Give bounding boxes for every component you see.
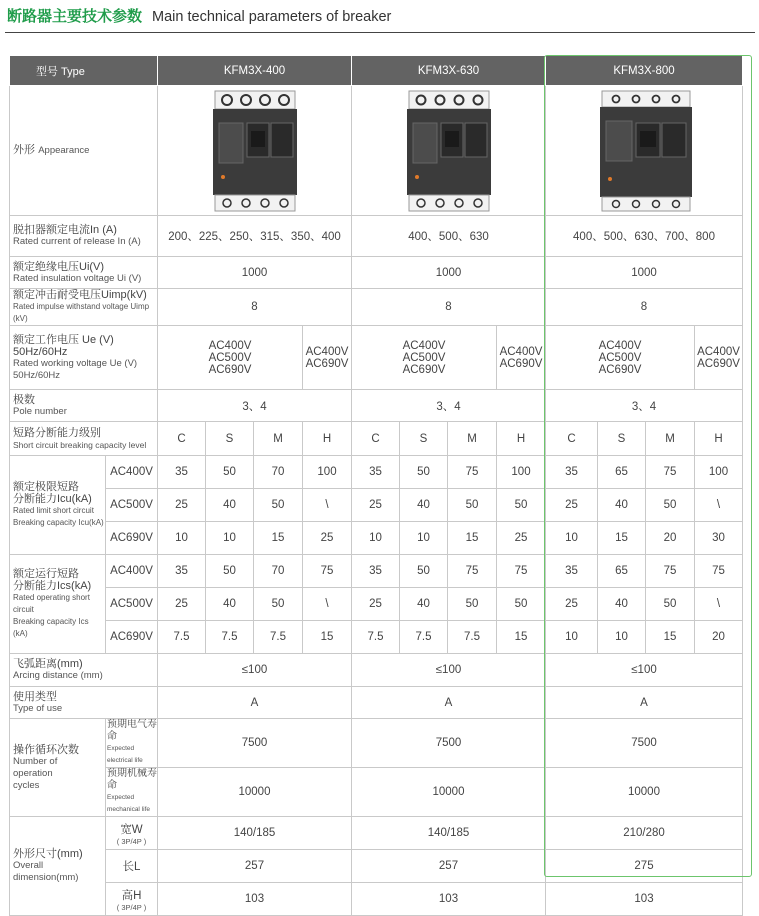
length-label: 长L xyxy=(106,850,158,883)
ics-cell: 7.5 xyxy=(352,621,400,654)
page-title xyxy=(7,5,391,29)
use-type-800: A xyxy=(546,687,743,719)
rated-current-630: 400、500、630 xyxy=(352,216,546,257)
ics-voltage: AC400V xyxy=(106,555,158,588)
icu-cell: 50 xyxy=(497,489,546,522)
ics-cell: 35 xyxy=(546,555,598,588)
breaker-image-400 xyxy=(158,86,352,216)
icu-cell: 100 xyxy=(695,456,743,489)
icu-cell: 50 xyxy=(400,456,448,489)
width-400: 140/185 xyxy=(158,817,352,850)
insulation-label: 额定绝缘电压Ui(V) Rated insulation voltage Ui (V) xyxy=(10,257,158,289)
length-630: 257 xyxy=(352,850,546,883)
level-h: H xyxy=(497,422,546,456)
impulse-row xyxy=(10,289,743,326)
use-type-630: A xyxy=(352,687,546,719)
electrical-life-label: 预期电气寿命 Expected electrical life xyxy=(106,719,158,768)
ics-cell: 75 xyxy=(448,555,497,588)
ics-cell: 75 xyxy=(303,555,352,588)
ics-cell: 15 xyxy=(646,621,695,654)
model-header-400: KFM3X-400 xyxy=(158,56,352,86)
icu-cell: 10 xyxy=(352,522,400,555)
length-row xyxy=(10,850,743,883)
mechanical-life-label: 预期机械寿命 Expected mechanical life xyxy=(106,768,158,817)
icu-cell: 40 xyxy=(400,489,448,522)
model-header-630: KFM3X-630 xyxy=(352,56,546,86)
poles-row xyxy=(10,390,743,422)
appearance-row xyxy=(10,86,743,216)
icu-cell: 15 xyxy=(254,522,303,555)
arcing-400: ≤100 xyxy=(158,654,352,687)
insulation-400: 1000 xyxy=(158,257,352,289)
poles-800: 3、4 xyxy=(546,390,743,422)
poles-400: 3、4 xyxy=(158,390,352,422)
ics-cell: 50 xyxy=(497,588,546,621)
height-800: 103 xyxy=(546,883,743,916)
icu-cell: 65 xyxy=(598,456,646,489)
working-voltage-label: 额定工作电压 Ue (V) 50Hz/60Hz Rated working voltage Ue (V) 50Hz/60Hz xyxy=(10,326,158,390)
icu-cell: \ xyxy=(303,489,352,522)
use-type-label: 使用类型 Type of use xyxy=(10,687,158,719)
icu-voltage: AC400V xyxy=(106,456,158,489)
breaker-image-630 xyxy=(352,86,546,216)
icu-cell: 50 xyxy=(448,489,497,522)
impulse-800: 8 xyxy=(546,289,743,326)
icu-cell: 50 xyxy=(254,489,303,522)
electrical-life-800: 7500 xyxy=(546,719,743,768)
ics-row xyxy=(10,621,743,654)
header-row xyxy=(10,56,743,86)
ics-cell: 25 xyxy=(546,588,598,621)
ics-cell: 7.5 xyxy=(448,621,497,654)
icu-cell: 10 xyxy=(400,522,448,555)
impulse-400: 8 xyxy=(158,289,352,326)
mechanical-life-630: 10000 xyxy=(352,768,546,817)
icu-row xyxy=(10,522,743,555)
ics-cell: 40 xyxy=(598,588,646,621)
poles-630: 3、4 xyxy=(352,390,546,422)
icu-cell: 20 xyxy=(646,522,695,555)
rated-current-row xyxy=(10,216,743,257)
level-s: S xyxy=(206,422,254,456)
level-c: C xyxy=(158,422,206,456)
ics-row xyxy=(10,555,743,588)
ics-cell: 15 xyxy=(303,621,352,654)
breaker-picture xyxy=(403,89,495,213)
ics-cell: 15 xyxy=(497,621,546,654)
model-header-800: KFM3X-800 xyxy=(546,56,743,86)
ics-cell: 70 xyxy=(254,555,303,588)
arcing-800: ≤100 xyxy=(546,654,743,687)
insulation-800: 1000 xyxy=(546,257,743,289)
use-type-400: A xyxy=(158,687,352,719)
insulation-row xyxy=(10,257,743,289)
ics-cell: 7.5 xyxy=(400,621,448,654)
working-voltage-800-a: AC400V AC500V AC690V xyxy=(546,326,695,390)
ics-cell: 7.5 xyxy=(254,621,303,654)
working-voltage-400-b: AC400V AC690V xyxy=(303,326,352,390)
icu-cell: 25 xyxy=(546,489,598,522)
ics-cell: 65 xyxy=(598,555,646,588)
arcing-label: 飞弧距离(mm) Arcing distance (mm) xyxy=(10,654,158,687)
level-m: M xyxy=(448,422,497,456)
arcing-630: ≤100 xyxy=(352,654,546,687)
height-630: 103 xyxy=(352,883,546,916)
levels-label: 短路分断能力级别 Short circuit breaking capacity level xyxy=(10,422,158,456)
icu-cell: 10 xyxy=(546,522,598,555)
icu-cell: 10 xyxy=(158,522,206,555)
icu-cell: 35 xyxy=(546,456,598,489)
height-label: 高H ( 3P/4P ) xyxy=(106,883,158,916)
icu-cell: 25 xyxy=(303,522,352,555)
icu-cell: 25 xyxy=(352,489,400,522)
width-row xyxy=(10,817,743,850)
icu-cell: 75 xyxy=(646,456,695,489)
impulse-label: 额定冲击耐受电压Uimp(kV) Rated impulse withstand voltage Uimp (kV) xyxy=(10,289,158,326)
ics-cell: 7.5 xyxy=(158,621,206,654)
ics-cell: 50 xyxy=(448,588,497,621)
height-400: 103 xyxy=(158,883,352,916)
length-400: 257 xyxy=(158,850,352,883)
icu-cell: 10 xyxy=(206,522,254,555)
ics-cell: 35 xyxy=(352,555,400,588)
level-h: H xyxy=(303,422,352,456)
breaker-picture xyxy=(209,89,301,213)
icu-cell: 70 xyxy=(254,456,303,489)
type-header: 型号 Type xyxy=(10,56,158,86)
rated-current-400: 200、225、250、315、350、400 xyxy=(158,216,352,257)
impulse-630: 8 xyxy=(352,289,546,326)
icu-cell: 15 xyxy=(448,522,497,555)
width-800: 210/280 xyxy=(546,817,743,850)
ics-cell: 50 xyxy=(400,555,448,588)
ics-cell: 75 xyxy=(497,555,546,588)
spec-table xyxy=(9,55,743,916)
level-m: M xyxy=(646,422,695,456)
working-voltage-630-b: AC400V AC690V xyxy=(497,326,546,390)
ics-cell: 25 xyxy=(158,588,206,621)
ics-voltage: AC690V xyxy=(106,621,158,654)
breaker-image-800 xyxy=(546,86,743,216)
icu-row xyxy=(10,456,743,489)
arcing-row xyxy=(10,654,743,687)
icu-cell: 35 xyxy=(158,456,206,489)
icu-voltage: AC500V xyxy=(106,489,158,522)
level-m: M xyxy=(254,422,303,456)
insulation-630: 1000 xyxy=(352,257,546,289)
ics-cell: 35 xyxy=(158,555,206,588)
level-h: H xyxy=(695,422,743,456)
ics-cell: 40 xyxy=(400,588,448,621)
icu-cell: 75 xyxy=(448,456,497,489)
icu-cell: 100 xyxy=(497,456,546,489)
cycles-label: 操作循环次数 Number of operation cycles xyxy=(10,719,106,817)
icu-cell: 30 xyxy=(695,522,743,555)
ics-cell: 25 xyxy=(352,588,400,621)
icu-cell: 40 xyxy=(206,489,254,522)
icu-cell: 25 xyxy=(497,522,546,555)
icu-label: 额定极限短路 分断能力Icu(kA) Rated limit short circuit Breaking capacity Icu(kA) xyxy=(10,456,106,555)
icu-voltage: AC690V xyxy=(106,522,158,555)
rated-current-label: 脱扣器额定电流In (A) Rated current of release In (A) xyxy=(10,216,158,257)
ics-row xyxy=(10,588,743,621)
electrical-life-row xyxy=(10,719,743,768)
ics-cell: 75 xyxy=(646,555,695,588)
mechanical-life-800: 10000 xyxy=(546,768,743,817)
levels-row xyxy=(10,422,743,456)
title-english: Main technical parameters of breaker xyxy=(152,9,392,25)
working-voltage-800-b: AC400V AC690V xyxy=(695,326,743,390)
use-type-row xyxy=(10,687,743,719)
title-divider xyxy=(5,32,755,33)
icu-cell: 35 xyxy=(352,456,400,489)
working-voltage-row xyxy=(10,326,743,390)
icu-cell: \ xyxy=(695,489,743,522)
ics-voltage: AC500V xyxy=(106,588,158,621)
ics-cell: 20 xyxy=(695,621,743,654)
level-c: C xyxy=(546,422,598,456)
working-voltage-630-a: AC400V AC500V AC690V xyxy=(352,326,497,390)
icu-cell: 50 xyxy=(646,489,695,522)
ics-label: 额定运行短路 分断能力Ics(kA) Rated operating short circuit Breaking capacity Ics (kA) xyxy=(10,555,106,654)
width-630: 140/185 xyxy=(352,817,546,850)
title-chinese: 断路器主要技术参数 xyxy=(7,7,143,25)
level-s: S xyxy=(598,422,646,456)
level-c: C xyxy=(352,422,400,456)
rated-current-800: 400、500、630、700、800 xyxy=(546,216,743,257)
appearance-label: 外形 Appearance xyxy=(10,86,158,216)
ics-cell: 40 xyxy=(206,588,254,621)
mechanical-life-row xyxy=(10,768,743,817)
width-label: 宽W ( 3P/4P ) xyxy=(106,817,158,850)
icu-row xyxy=(10,489,743,522)
working-voltage-400-a: AC400V AC500V AC690V xyxy=(158,326,303,390)
poles-label: 极数 Pole number xyxy=(10,390,158,422)
icu-cell: 100 xyxy=(303,456,352,489)
ics-cell: 10 xyxy=(598,621,646,654)
icu-cell: 25 xyxy=(158,489,206,522)
ics-cell: 10 xyxy=(546,621,598,654)
dimension-label: 外形尺寸(mm) Overall dimension(mm) xyxy=(10,817,106,916)
height-row xyxy=(10,883,743,916)
ics-cell: \ xyxy=(695,588,743,621)
icu-cell: 40 xyxy=(598,489,646,522)
level-s: S xyxy=(400,422,448,456)
ics-cell: \ xyxy=(303,588,352,621)
ics-cell: 50 xyxy=(254,588,303,621)
icu-cell: 15 xyxy=(598,522,646,555)
electrical-life-630: 7500 xyxy=(352,719,546,768)
ics-cell: 75 xyxy=(695,555,743,588)
length-800: 275 xyxy=(546,850,743,883)
ics-cell: 50 xyxy=(646,588,695,621)
mechanical-life-400: 10000 xyxy=(158,768,352,817)
icu-cell: 50 xyxy=(206,456,254,489)
electrical-life-400: 7500 xyxy=(158,719,352,768)
ics-cell: 7.5 xyxy=(206,621,254,654)
breaker-picture xyxy=(598,89,690,213)
ics-cell: 50 xyxy=(206,555,254,588)
